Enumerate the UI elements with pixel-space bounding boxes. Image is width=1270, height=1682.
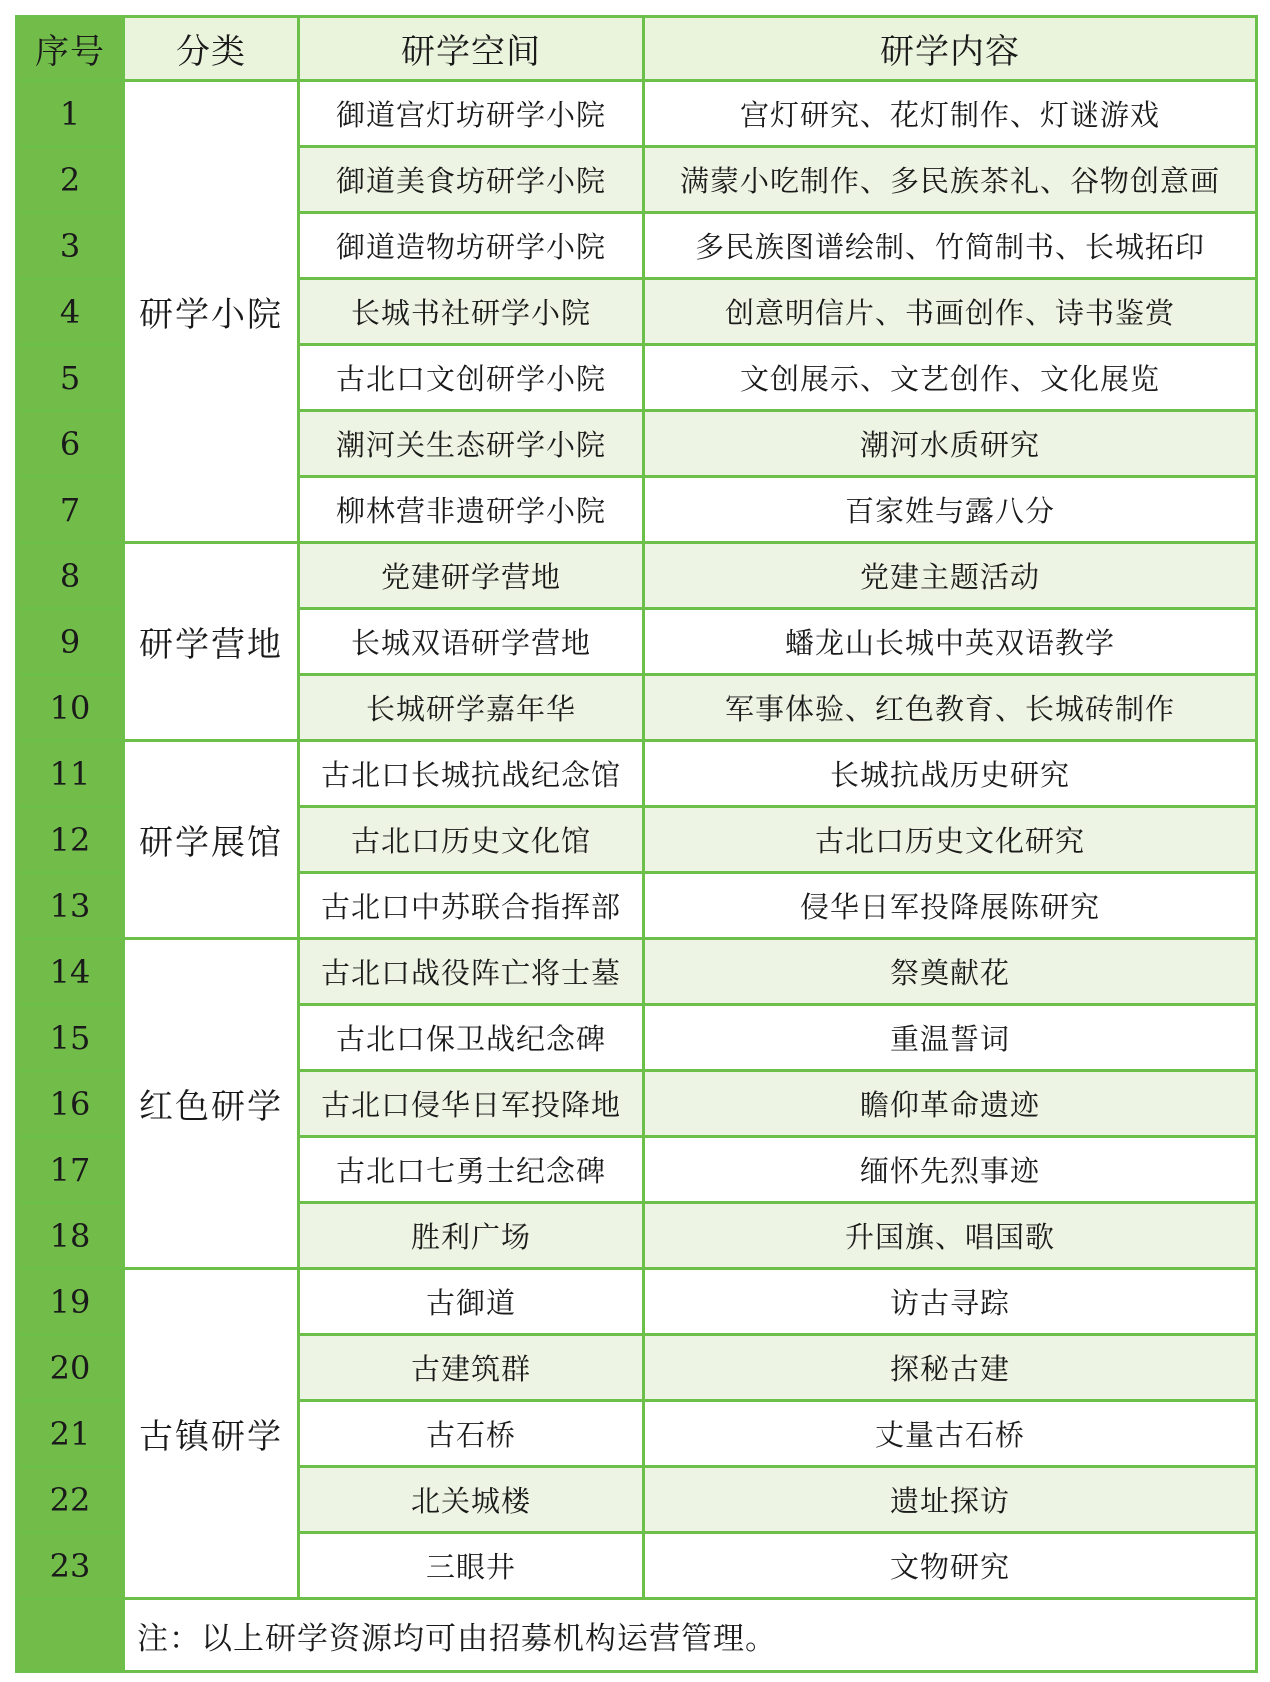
table-row bbox=[17, 939, 1257, 1005]
table-body bbox=[17, 81, 1257, 1599]
study-content-cell: 宫灯研究、花灯制作、灯谜游戏 bbox=[644, 81, 1257, 147]
category-cell: 研学营地 bbox=[124, 543, 299, 741]
study-content-cell: 遗址探访 bbox=[644, 1467, 1257, 1533]
row-number: 3 bbox=[17, 213, 124, 279]
study-space-cell: 古北口保卫战纪念碑 bbox=[299, 1005, 644, 1071]
study-space-cell: 御道造物坊研学小院 bbox=[299, 213, 644, 279]
header-category: 分类 bbox=[124, 17, 299, 81]
row-number: 22 bbox=[17, 1467, 124, 1533]
study-content-cell: 多民族图谱绘制、竹简制书、长城拓印 bbox=[644, 213, 1257, 279]
row-number: 9 bbox=[17, 609, 124, 675]
study-content-cell: 访古寻踪 bbox=[644, 1269, 1257, 1335]
study-content-cell: 缅怀先烈事迹 bbox=[644, 1137, 1257, 1203]
study-content-cell: 百家姓与露八分 bbox=[644, 477, 1257, 543]
study-space-cell: 古北口中苏联合指挥部 bbox=[299, 873, 644, 939]
study-space-cell: 御道美食坊研学小院 bbox=[299, 147, 644, 213]
row-number: 23 bbox=[17, 1533, 124, 1599]
study-space-cell: 古北口历史文化馆 bbox=[299, 807, 644, 873]
study-space-cell: 古北口长城抗战纪念馆 bbox=[299, 741, 644, 807]
row-number: 14 bbox=[17, 939, 124, 1005]
study-content-cell: 文创展示、文艺创作、文化展览 bbox=[644, 345, 1257, 411]
table-row bbox=[17, 81, 1257, 147]
table-row bbox=[17, 741, 1257, 807]
study-space-cell: 党建研学营地 bbox=[299, 543, 644, 609]
study-space-cell: 古北口文创研学小院 bbox=[299, 345, 644, 411]
study-content-cell: 祭奠献花 bbox=[644, 939, 1257, 1005]
study-space-cell: 长城书社研学小院 bbox=[299, 279, 644, 345]
row-number: 10 bbox=[17, 675, 124, 741]
study-content-cell: 文物研究 bbox=[644, 1533, 1257, 1599]
row-number: 19 bbox=[17, 1269, 124, 1335]
study-space-cell: 长城研学嘉年华 bbox=[299, 675, 644, 741]
study-content-cell: 党建主题活动 bbox=[644, 543, 1257, 609]
study-space-cell: 古北口七勇士纪念碑 bbox=[299, 1137, 644, 1203]
category-cell: 研学展馆 bbox=[124, 741, 299, 939]
header-content: 研学内容 bbox=[644, 17, 1257, 81]
row-number: 1 bbox=[17, 81, 124, 147]
resource-table bbox=[15, 15, 1258, 1673]
study-space-cell: 潮河关生态研学小院 bbox=[299, 411, 644, 477]
row-number: 18 bbox=[17, 1203, 124, 1269]
study-content-cell: 军事体验、红色教育、长城砖制作 bbox=[644, 675, 1257, 741]
study-space-cell: 柳林营非遗研学小院 bbox=[299, 477, 644, 543]
study-space-cell: 古石桥 bbox=[299, 1401, 644, 1467]
study-content-cell: 重温誓词 bbox=[644, 1005, 1257, 1071]
study-content-cell: 探秘古建 bbox=[644, 1335, 1257, 1401]
row-number: 20 bbox=[17, 1335, 124, 1401]
study-content-cell: 升国旗、唱国歌 bbox=[644, 1203, 1257, 1269]
row-number: 5 bbox=[17, 345, 124, 411]
row-number: 4 bbox=[17, 279, 124, 345]
row-number: 16 bbox=[17, 1071, 124, 1137]
study-space-cell: 古北口侵华日军投降地 bbox=[299, 1071, 644, 1137]
study-space-cell: 三眼井 bbox=[299, 1533, 644, 1599]
study-content-cell: 蟠龙山长城中英双语教学 bbox=[644, 609, 1257, 675]
footnote: 注：以上研学资源均可由招募机构运营管理。 bbox=[124, 1599, 1257, 1672]
row-number: 12 bbox=[17, 807, 124, 873]
study-content-cell: 侵华日军投降展陈研究 bbox=[644, 873, 1257, 939]
study-space-cell: 胜利广场 bbox=[299, 1203, 644, 1269]
row-number: 11 bbox=[17, 741, 124, 807]
row-number: 17 bbox=[17, 1137, 124, 1203]
row-number: 13 bbox=[17, 873, 124, 939]
category-cell: 红色研学 bbox=[124, 939, 299, 1269]
table-row bbox=[17, 1269, 1257, 1335]
category-cell: 古镇研学 bbox=[124, 1269, 299, 1599]
study-content-cell: 潮河水质研究 bbox=[644, 411, 1257, 477]
study-space-cell: 北关城楼 bbox=[299, 1467, 644, 1533]
study-content-cell: 长城抗战历史研究 bbox=[644, 741, 1257, 807]
study-space-cell: 古御道 bbox=[299, 1269, 644, 1335]
study-space-cell: 御道宫灯坊研学小院 bbox=[299, 81, 644, 147]
header-space: 研学空间 bbox=[299, 17, 644, 81]
row-number: 15 bbox=[17, 1005, 124, 1071]
study-space-cell: 古建筑群 bbox=[299, 1335, 644, 1401]
row-number: 6 bbox=[17, 411, 124, 477]
study-content-cell: 满蒙小吃制作、多民族茶礼、谷物创意画 bbox=[644, 147, 1257, 213]
note-num-cell bbox=[17, 1599, 124, 1672]
table-header-row bbox=[17, 17, 1257, 81]
row-number: 2 bbox=[17, 147, 124, 213]
row-number: 21 bbox=[17, 1401, 124, 1467]
study-content-cell: 瞻仰革命遗迹 bbox=[644, 1071, 1257, 1137]
header-num: 序号 bbox=[17, 17, 124, 81]
study-content-cell: 古北口历史文化研究 bbox=[644, 807, 1257, 873]
note-row bbox=[17, 1599, 1257, 1672]
table-row bbox=[17, 543, 1257, 609]
study-content-cell: 创意明信片、书画创作、诗书鉴赏 bbox=[644, 279, 1257, 345]
row-number: 7 bbox=[17, 477, 124, 543]
study-space-cell: 长城双语研学营地 bbox=[299, 609, 644, 675]
row-number: 8 bbox=[17, 543, 124, 609]
study-space-cell: 古北口战役阵亡将士墓 bbox=[299, 939, 644, 1005]
category-cell: 研学小院 bbox=[124, 81, 299, 543]
study-content-cell: 丈量古石桥 bbox=[644, 1401, 1257, 1467]
